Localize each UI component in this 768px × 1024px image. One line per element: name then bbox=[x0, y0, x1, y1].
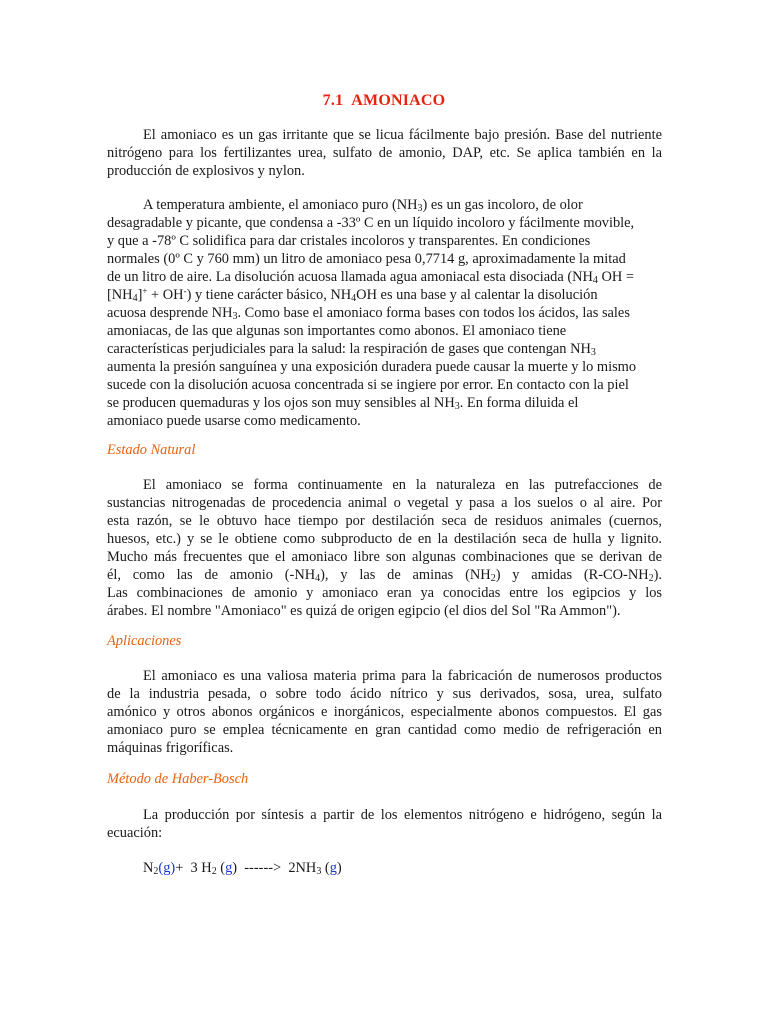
heading-haber-bosch: Método de Haber-Bosch bbox=[107, 771, 249, 787]
text-line: nitrógeno para los fertilizantes urea, sulfato de amonio, DAP, etc. Se aplica también en la bbox=[107, 145, 662, 161]
heading-estado-natural: Estado Natural bbox=[107, 442, 196, 458]
text-line: El amoniaco es un gas irritante que se licua fácilmente bajo presión. Base del nutriente bbox=[143, 127, 662, 143]
text-line: amoniaco puro se emplea técnicamente en gran cantidad como medio de refrigeración en bbox=[107, 722, 662, 738]
text-line: Las combinaciones de amonio y amoniaco eran ya conocidas entre los egipcios y los bbox=[107, 585, 662, 601]
text-line: máquinas frigoríficas. bbox=[107, 740, 234, 756]
text-line: aumenta la presión sanguínea y una exposición duradera puede causar la muerte y lo mismo bbox=[107, 359, 637, 375]
text-line: características perjudiciales para la salud: la respiración de gases que contengan $NH_3$ bbox=[107, 341, 596, 358]
text-line: amoniaco puede usarse como medicamento. bbox=[107, 413, 361, 429]
text-line: sucede con la disolución acuosa concentrada si se ingiere por error. En contacto con la piel bbox=[107, 377, 629, 393]
text-line: huesos, etc.) y se le obtiene como subproducto de en la destilación seca de hulla y lignito. bbox=[107, 531, 662, 547]
text-line: de un litro de aire. La disolución acuosa llamada agua amoniacal esta disociada ($NH_4$ OH = bbox=[107, 269, 635, 286]
page-title bbox=[0, 92, 768, 110]
heading-aplicaciones: Aplicaciones bbox=[107, 633, 182, 649]
text-line: de la industria pesada, o sobre todo ácido nítrico y sus derivados, sosa, urea, sulfato bbox=[107, 686, 662, 702]
text-line: árabes. El nombre "Amoniaco" es quizá de origen egipcio (el dios del Sol "Ra Ammon"). bbox=[107, 603, 621, 619]
text-line: desagradable y picante, que condensa a -33º C en un líquido incoloro y fácilmente movible, bbox=[107, 215, 635, 231]
paragraph-aplicaciones bbox=[107, 667, 662, 757]
text-line: amoniacas, de las que algunas son importantes como abonos. El amoniaco tiene bbox=[107, 323, 567, 339]
text-line: se producen quemaduras y los ojos son muy sensibles al $NH_3$. En forma diluida el bbox=[107, 395, 579, 412]
paragraph-estado-natural bbox=[107, 476, 662, 620]
text-line: A temperatura ambiente, el amoniaco puro $(NH_3)$ es un gas incoloro, de olor bbox=[143, 197, 583, 214]
paragraph-haber-bosch bbox=[107, 806, 662, 842]
text-line: El amoniaco es una valiosa materia prima para la fabricación de numerosos productos bbox=[143, 668, 662, 684]
text-line: él, como las de amonio $(-NH_4)$, y las de aminas $(NH_2)$ y amidas $(R-CO-NH_2)$. bbox=[107, 567, 663, 584]
text-line: amónico y otros abonos orgánicos e inorgánicos, especialmente abonos compuestos. El gas bbox=[107, 704, 662, 720]
text-line: ecuación: bbox=[107, 825, 163, 841]
text-line: La producción por síntesis a partir de los elementos nitrógeno e hidrógeno, según la bbox=[143, 807, 662, 823]
synthesis-equation: $N_2(g)+ 3$ $H_2$ (g) ------> $2NH_3$ (g) bbox=[143, 860, 342, 877]
section-number: 7.1 bbox=[322, 92, 344, 109]
text-line: sustancias nitrogenadas de procedencia animal o vegetal y pasa a los suelos o al aire. Por bbox=[107, 495, 662, 511]
text-line: acuosa desprende $NH_3$. Como base el amoniaco forma bases con todos los ácidos, las sales bbox=[107, 305, 630, 322]
text-line: esta razón, se le obtuvo hace tiempo por destilación seca de residuos animales (cuernos, bbox=[107, 513, 662, 529]
text-line: El amoniaco se forma continuamente en la naturaleza en las putrefacciones de bbox=[143, 477, 662, 493]
text-line: producción de explosivos y nylon. bbox=[107, 163, 305, 179]
text-line: $[NH_4]^+ + OH^-$) y tiene carácter básico, $NH_4OH$ es una base y al calentar la disolución bbox=[107, 286, 598, 304]
section-title: AMONIACO bbox=[351, 92, 446, 109]
text-line: y que a -78º C solidifica para dar cristales incoloros y transparentes. En condiciones bbox=[107, 233, 591, 249]
paragraph-intro bbox=[107, 126, 662, 180]
text-line: normales (0º C y 760 mm) un litro de amoniaco pesa 0,7714 g, aproximadamente la mitad bbox=[107, 251, 626, 267]
text-line: Mucho más frecuentes que el amoniaco libre son algunas combinaciones que se derivan de bbox=[107, 549, 662, 565]
paragraph-properties bbox=[107, 196, 662, 430]
